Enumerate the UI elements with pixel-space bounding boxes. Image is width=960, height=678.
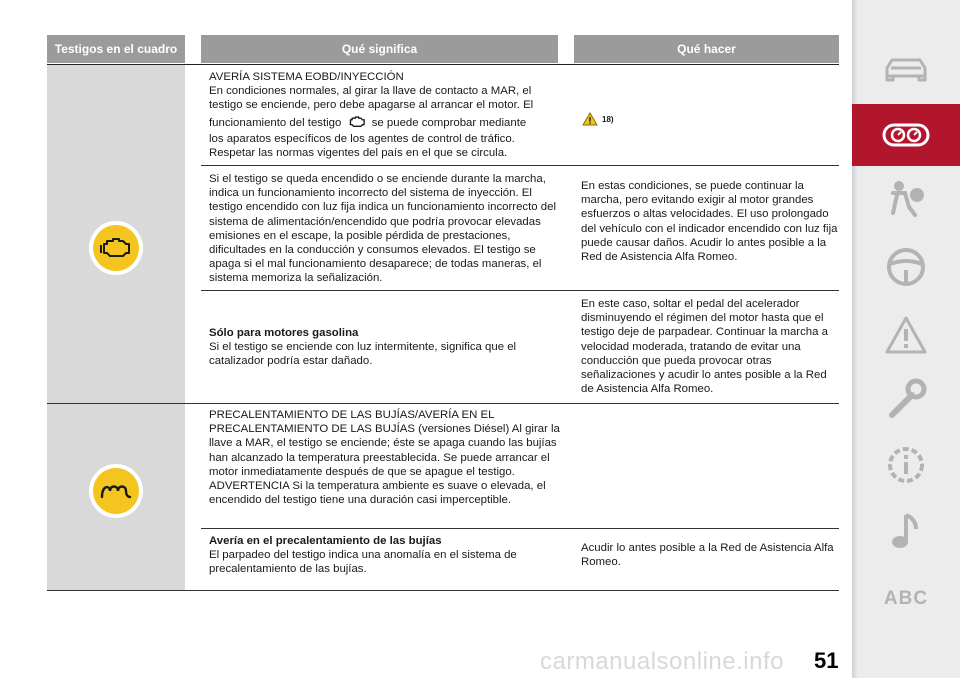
dashboard-icon[interactable] (852, 104, 960, 166)
row1-text-c: funcionamiento del testigo se puede comprobar mediante (209, 116, 564, 132)
icon-cell-glowplug (47, 404, 185, 590)
row3-meaning (209, 326, 564, 369)
row-divider (201, 528, 839, 529)
row5-action: Acudir lo antes posible a la Red de Asistencia Alfa Romeo. (581, 542, 834, 569)
engine-check-icon (89, 221, 143, 275)
warning-triangle-icon (582, 112, 598, 126)
header-col-action: Qué hacer (574, 35, 839, 63)
glow-plug-icon (89, 464, 143, 518)
chapter-sidebar (852, 0, 960, 678)
wrench-icon[interactable] (852, 368, 960, 430)
row4-meaning: PRECALENTAMIENTO DE LAS BUJÍAS/AVERÍA EN EL PRECALENTAMIENTO DE LAS BUJÍAS (versiones Diésel) Al girar la llave a MAR, el testigo se enciende; éste se apaga cuando las bujías han alcanzado la temperatura preestablecida. Se puede arrancar el motor inmediatamente después de que se apague el testigo. ADVERTENCIA Si la temperatura ambiente es suave o elevada, el encendido del testigo tiene una duración casi imperceptible. (209, 409, 560, 507)
row-divider (201, 290, 839, 291)
watermark: carmanualsonline.info (540, 648, 784, 675)
info-gear-icon[interactable] (852, 434, 960, 496)
row-divider (201, 165, 839, 166)
inline-engine-icon (347, 116, 367, 132)
warning-icon[interactable] (852, 304, 960, 366)
row1-title: AVERÍA SISTEMA EOBD/INYECCIÓN (209, 71, 404, 83)
abc-index[interactable] (852, 568, 960, 630)
row2-meaning: Si el testigo se queda encendido o se enciende durante la marcha, indica un funcionamiento incorrecto del sistema de inyección. El testigo encendido con luz fija indica un funcionamiento incorrecto del sistema de alimentación/encendido que podría provocar elevadas emisiones en el escape, la posible pérdida de prestaciones, dificultades en la conducción y consumos elevados. El testigo se apaga si el mal funcionamiento desaparece; de todas maneras, el sistema memoriza la señalización. (209, 173, 556, 285)
abc-label: ABC (883, 588, 929, 609)
row1-meaning (209, 70, 564, 160)
icon-cell-engine (47, 65, 185, 403)
row1-action (582, 112, 614, 126)
header-col-meaning: Qué significa (201, 35, 558, 63)
steering-wheel-icon[interactable] (852, 236, 960, 298)
row5-text: El parpadeo del testigo indica una anomalía en el sistema de precalentamiento de las bujías. (209, 549, 517, 576)
row1-text-b: En condiciones normales, al girar la llave de contacto a MAR, el testigo se enciende, pero debe apagarse al arrancar el motor. El (209, 85, 534, 112)
header-col-lights: Testigos en el cuadro (47, 35, 185, 63)
row1-text-d: los aparatos específicos de los agentes de control de tráfico. Respetar las normas vigentes del país en el que se circula. (209, 132, 515, 160)
music-note-icon[interactable] (852, 500, 960, 562)
note-reference: 18) (602, 114, 614, 124)
row3-text: Si el testigo se enciende con luz intermitente, significa que el catalizador podría estar dañado. (209, 341, 517, 368)
row-divider (47, 403, 839, 404)
row3-title: Sólo para motores gasolina (209, 327, 359, 339)
table-bottom-rule (47, 590, 839, 591)
row5-meaning (209, 534, 564, 577)
row3-action: En este caso, soltar el pedal del acelerador disminuyendo el régimen del motor hasta que el testigo deje de parpadear. Continuar la marcha a velocidad moderada, tratando de evitar una conducción que pueda provocar otras señalizaciones y acudir lo antes posible a la Red de Asistencia Alfa Romeo. (581, 298, 828, 396)
row5-title: Avería en el precalentamiento de las bujías (209, 535, 442, 547)
car-icon[interactable] (852, 38, 960, 100)
row2-action: En estas condiciones, se puede continuar la marcha, pero evitando exigir al motor grandes esfuerzos o altas velocidades. El uso prolongado del vehículo con el indicador encendido con luz fija puede causar daños. Acudir lo antes posible a la Red de Asistencia Alfa Romeo. (581, 180, 838, 264)
airbag-icon[interactable] (852, 168, 960, 230)
page-number: 51 (814, 648, 839, 673)
